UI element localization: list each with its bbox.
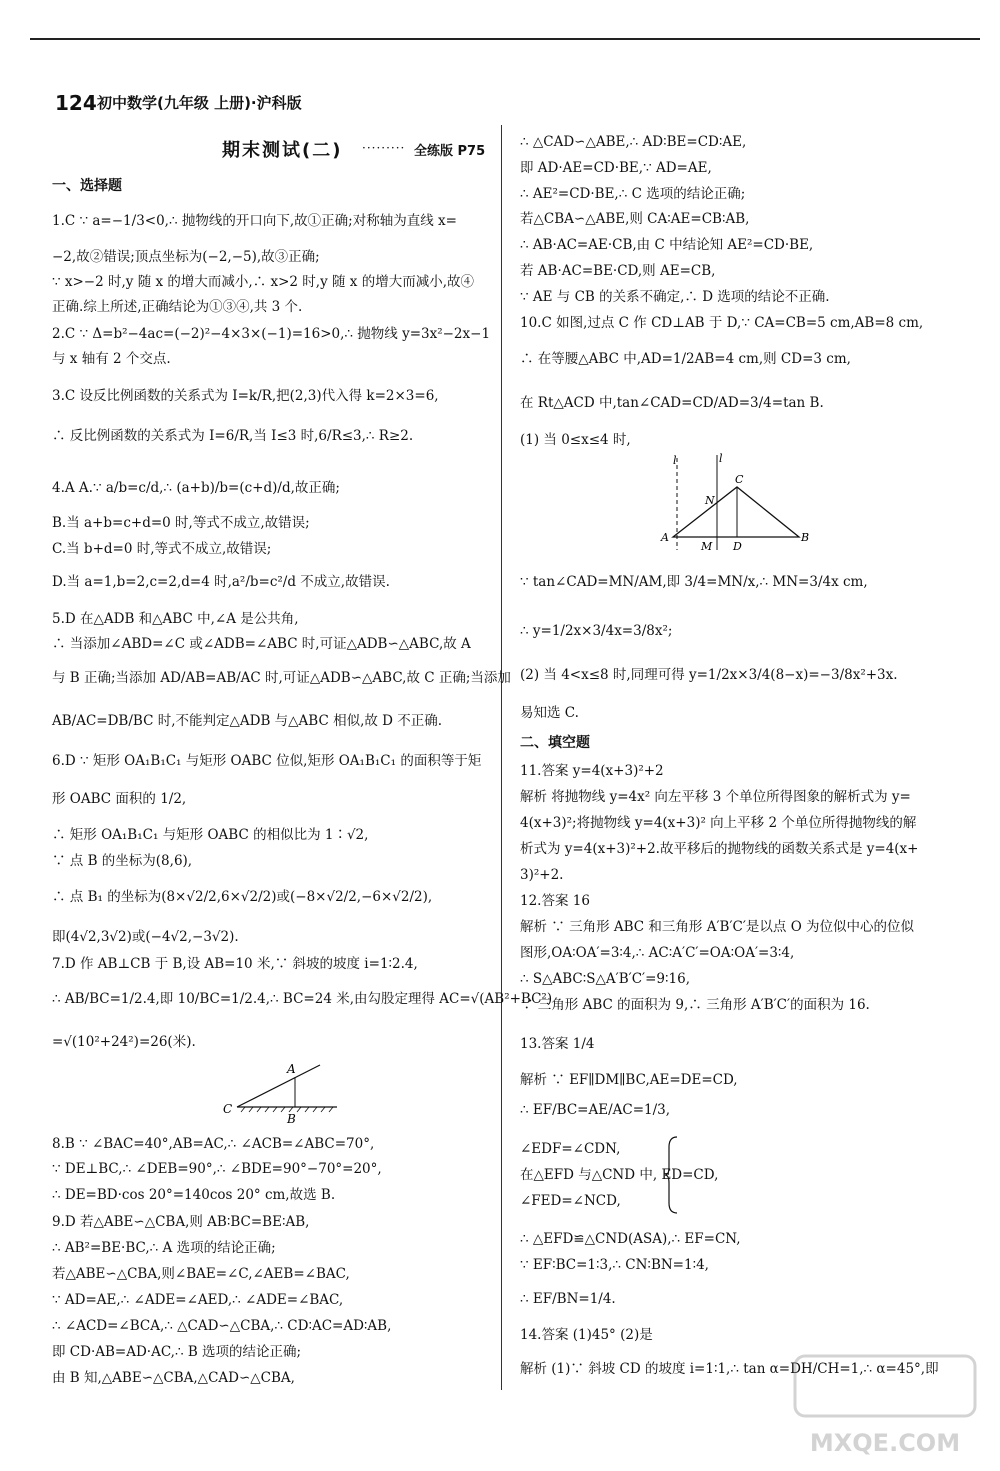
right-text-line: 解析 将抛物线 y=4x² 向左平移 3 个单位所得图象的解析式为 y= <box>520 789 911 805</box>
left-text-line: ∵ AD=AE,∴ ∠ADE=∠AED,∴ ∠ADE=∠BAC, <box>52 1292 344 1308</box>
left-text-line: ∴ 矩形 OA₁B₁C₁ 与矩形 OABC 的相似比为 1∶√2, <box>52 827 369 843</box>
right-text-line: ∴ AE²=CD·BE,∴ C 选项的结论正确; <box>520 186 746 202</box>
watermark-text: MXQE.COM <box>809 1429 961 1457</box>
left-text-line: D.当 a=1,b=2,c=2,d=4 时,a²/b=c²/d 不成立,故错误. <box>52 574 390 590</box>
left-text-line: 一、选择题 <box>52 178 122 194</box>
left-text-line: 与 B 正确;当添加 AD/AB=AB/AC 时,可证△ADB∽△ABC,故 C 正确;当添加 <box>52 670 511 686</box>
top-rule <box>30 38 980 40</box>
right-text-line: (2) 当 4<x≤8 时,同理可得 y=1/2x×3/4(8−x)=−3/8x²+3x. <box>520 667 898 683</box>
left-text-line: ∴ 当添加∠ABD=∠C 或∠ADB=∠ABC 时,可证△ADB∽△ABC,故 A <box>52 636 471 652</box>
left-text-line: 由 B 知,△ABE∽△CBA,△CAD∽△CBA, <box>52 1370 295 1386</box>
right-text-line: 在 Rt△ACD 中,tan∠CAD=CD/AD=3/4=tan B. <box>520 395 824 411</box>
right-text-line: 即 AD·AE=CD·BE,∵ AD=AE, <box>520 160 712 176</box>
right-text-line: 图形,OA∶OA′=3∶4,∴ AC∶A′C′=OA∶OA′=3∶4, <box>520 945 795 961</box>
right-text-line: 11.答案 y=4(x+3)²+2 <box>520 763 664 779</box>
right-text-line: ∵ EF∶BC=1∶3,∴ CN∶BN=1∶4, <box>520 1257 709 1273</box>
right-text-line: ∴ 在等腰△ABC 中,AD=1/2AB=4 cm,则 CD=3 cm, <box>520 351 851 367</box>
left-text-line: ∵ x>−2 时,y 随 x 的增大而减小,∴ x>2 时,y 随 x 的增大而减小,故④ <box>52 274 474 290</box>
right-text-line: 若 AB·AC=BE·CD,则 AE=CB, <box>520 263 716 279</box>
left-text-line: ∴ AB/BC=1/2.4,即 10/BC=1/2.4,∴ BC=24 米,由勾股定理得 AC=√(AB²+BC²) <box>52 991 553 1007</box>
slope-line <box>237 1065 320 1107</box>
right-text-line: ∴ S△ABC∶S△A′B′C′=9∶16, <box>520 971 690 987</box>
left-text-line: ∵ 点 B 的坐标为(8,6), <box>52 853 193 869</box>
right-text-line: 3)²+2. <box>520 867 564 883</box>
left-text-line: 3.C 设反比例函数的关系式为 I=k/R,把(2,3)代入得 k=2×3=6, <box>52 388 439 404</box>
right-text-line: ∴ EF/BN=1/4. <box>520 1291 616 1307</box>
triangle-diagram <box>655 450 815 555</box>
left-text-line: C.当 b+d=0 时,等式不成立,故错误; <box>52 541 272 557</box>
brace <box>665 1135 679 1215</box>
label-n: N <box>705 494 715 507</box>
right-text-line: ∴ EF/BC=AE/AC=1/3, <box>520 1102 671 1118</box>
book-title: 初中数学(九年级 上册)·沪科版 <box>97 94 302 112</box>
section-ref: 全练版 P75 <box>414 144 486 159</box>
triangle-abc <box>673 487 799 537</box>
right-text-line: 解析 (1)∵ 斜坡 CD 的坡度 i=1∶1,∴ tan α=DH/CH=1,∴ α=45°,即 <box>520 1361 939 1377</box>
left-text-line: 6.D ∵ 矩形 OA₁B₁C₁ 与矩形 OABC 位似,矩形 OA₁B₁C₁ 的面积等于矩 <box>52 753 482 769</box>
left-text-line: 与 x 轴有 2 个交点. <box>52 351 171 367</box>
left-text-line: 4.A A.∵ a/b=c/d,∴ (a+b)/b=(c+d)/d,故正确; <box>52 480 340 496</box>
left-text-line: ∴ AB²=BE·BC,∴ A 选项的结论正确; <box>52 1240 276 1256</box>
label-l1: l <box>673 454 677 467</box>
right-text-line: 在△EFD 与△CND 中, ED=CD, <box>520 1167 719 1183</box>
left-text-line: 5.D 在△ADB 和△ABC 中,∠A 是公共角, <box>52 611 299 627</box>
right-text-line: ∵ AE 与 CB 的关系不确定,∴ D 选项的结论不正确. <box>520 289 830 305</box>
right-text-line: 二、填空题 <box>520 735 590 751</box>
left-text-line: ∴ DE=BD·cos 20°=140cos 20° cm,故选 B. <box>52 1187 336 1203</box>
left-text-line: 7.D 作 AB⊥CB 于 B,设 AB=10 米,∵ 斜坡的坡度 i=1∶2.4, <box>52 956 418 972</box>
right-text-line: 12.答案 16 <box>520 893 590 909</box>
section-dots: ········· <box>362 141 406 155</box>
slope-diagram <box>215 1055 345 1125</box>
label-a: A <box>287 1062 296 1076</box>
label-d: D <box>733 540 742 553</box>
right-text-line: ∵ tan∠CAD=MN/AM,即 3/4=MN/x,∴ MN=3/4x cm, <box>520 574 868 590</box>
left-text-line: =√(10²+24²)=26(米). <box>52 1034 196 1050</box>
page-number: 124 <box>55 91 97 115</box>
label-b: B <box>801 531 810 544</box>
left-text-line: 即 CD·AB=AD·AC,∴ B 选项的结论正确; <box>52 1344 302 1360</box>
left-text-line: ∴ ∠ACD=∠BCA,∴ △CAD∽△CBA,∴ CD∶AC=AD∶AB, <box>52 1318 392 1334</box>
right-text-line: 10.C 如图,过点 C 作 CD⊥AB 于 D,∵ CA=CB=5 cm,AB=8 cm, <box>520 315 924 331</box>
label-m: M <box>701 540 713 553</box>
right-text-line: 解析 ∵ 三角形 ABC 和三角形 A′B′C′是以点 O 为位似中心的位似 <box>520 919 915 935</box>
right-text-line: ∴ △EFD≌△CND(ASA),∴ EF=CN, <box>520 1231 741 1247</box>
right-text-line: ∠EDF=∠CDN, <box>520 1141 621 1157</box>
left-text-line: B.当 a+b=c+d=0 时,等式不成立,故错误; <box>52 515 310 531</box>
left-text-line: 8.B ∵ ∠BAC=40°,AB=AC,∴ ∠ACB=∠ABC=70°, <box>52 1136 375 1152</box>
right-text-line: ∴ △CAD∽△ABE,∴ AD∶BE=CD∶AE, <box>520 134 747 150</box>
right-text-line: 13.答案 1/4 <box>520 1036 595 1052</box>
right-text-line: ∴ AB·AC=AE·CB,由 C 中结论知 AE²=CD·BE, <box>520 237 814 253</box>
right-text-line: (1) 当 0≤x≤4 时, <box>520 432 631 448</box>
section-title: 期末测试(二) <box>222 140 343 161</box>
left-text-line: 形 OABC 面积的 1/2, <box>52 791 187 807</box>
left-text-line: 正确.综上所述,正确结论为①③④,共 3 个. <box>52 299 303 315</box>
right-text-line: 解析 ∵ EF∥DM∥BC,AE=DE=CD, <box>520 1072 738 1088</box>
left-text-line: 若△ABE∽△CBA,则∠BAE=∠C,∠AEB=∠BAC, <box>52 1266 350 1282</box>
right-text-line: 若△CBA∽△ABE,则 CA∶AE=CB∶AB, <box>520 211 750 227</box>
left-text-line: ∵ DE⊥BC,∴ ∠DEB=90°,∴ ∠BDE=90°−70°=20°, <box>52 1161 382 1177</box>
watermark-logo <box>790 1351 980 1461</box>
label-a: A <box>661 531 669 544</box>
right-text-line: 易知选 C. <box>520 705 579 721</box>
right-text-line: ∴ y=1/2x×3/4x=3/8x²; <box>520 623 673 639</box>
right-text-line: 析式为 y=4(x+3)²+2.故平移后的抛物线的函数关系式是 y=4(x+ <box>520 841 919 857</box>
left-text-line: ∴ 反比例函数的关系式为 I=6/R,当 I≤3 时,6/R≤3,∴ R≥2. <box>52 428 414 444</box>
left-text-line: 即(4√2,3√2)或(−4√2,−3√2). <box>52 929 239 945</box>
right-text-line: ∠FED=∠NCD, <box>520 1193 621 1209</box>
left-text-line: 9.D 若△ABE∽△CBA,则 AB∶BC=BE∶AB, <box>52 1214 310 1230</box>
left-text-line: −2,故②错误;顶点坐标为(−2,−5),故③正确; <box>52 249 320 265</box>
left-text-line: 1.C ∵ a=−1/3<0,∴ 抛物线的开口向下,故①正确;对称轴为直线 x= <box>52 213 457 229</box>
right-text-line: ∵ 三角形 ABC 的面积为 9,∴ 三角形 A′B′C′的面积为 16. <box>520 997 870 1013</box>
left-text-line: ∴ 点 B₁ 的坐标为(8×√2/2,6×√2/2)或(−8×√2/2,−6×√2/2), <box>52 889 433 905</box>
label-c: C <box>735 473 744 486</box>
column-divider <box>501 125 502 1390</box>
right-text-line: 4(x+3)²;将抛物线 y=4(x+3)² 向上平移 2 个单位所得抛物线的解 <box>520 815 917 831</box>
label-b: B <box>287 1112 296 1125</box>
right-text-line: 14.答案 (1)45° (2)是 <box>520 1327 653 1343</box>
label-l2: l <box>719 452 723 465</box>
label-c: C <box>223 1102 233 1116</box>
left-text-line: AB/AC=DB/BC 时,不能判定△ADB 与△ABC 相似,故 D 不正确. <box>52 713 443 729</box>
left-text-line: 2.C ∵ Δ=b²−4ac=(−2)²−4×3×(−1)=16>0,∴ 抛物线 y=3x²−2x−1 <box>52 326 491 342</box>
